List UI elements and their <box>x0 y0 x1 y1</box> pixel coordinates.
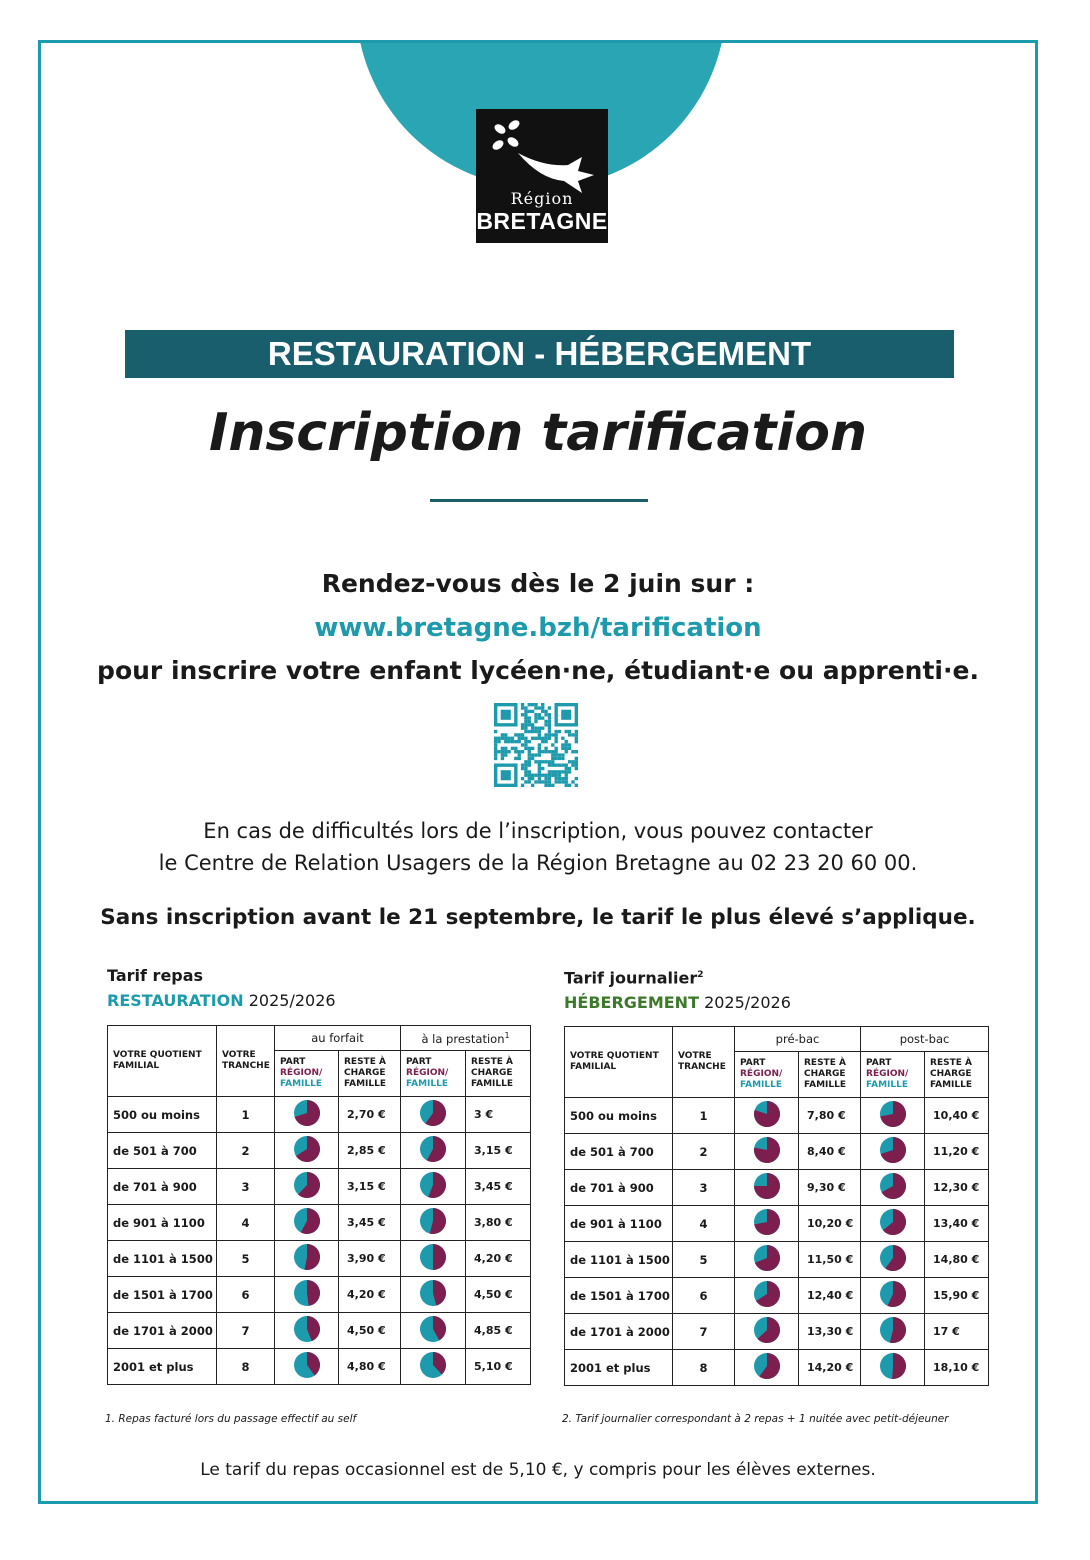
table-row <box>565 1242 989 1278</box>
reste-cell: 3,80 € <box>466 1205 531 1241</box>
table-row <box>108 1277 531 1313</box>
col-part-postbac: PART RÉGION/ FAMILLE <box>861 1052 925 1098</box>
reste-cell: 12,40 € <box>799 1278 861 1314</box>
table-row <box>108 1097 531 1133</box>
part-cell <box>861 1206 925 1242</box>
qf-cell: 2001 et plus <box>108 1349 217 1385</box>
part-cell <box>735 1278 799 1314</box>
share-pie-icon <box>292 1242 322 1272</box>
reste-cell: 2,70 € <box>339 1097 401 1133</box>
pie-region-slice <box>307 1280 320 1306</box>
reste-cell: 3,45 € <box>339 1205 401 1241</box>
part-cell <box>401 1133 466 1169</box>
col-qf: VOTRE QUOTIENT FAMILIAL <box>108 1026 217 1097</box>
share-pie-icon <box>878 1207 908 1237</box>
qf-cell: de 701 à 900 <box>108 1169 217 1205</box>
reste-cell: 18,10 € <box>925 1350 989 1386</box>
inscription-text: pour inscrire votre enfant lycéen·ne, étudiant·e ou apprenti·e. <box>97 656 979 685</box>
part-cell <box>735 1134 799 1170</box>
share-pie-icon <box>752 1351 782 1381</box>
reste-cell: 13,30 € <box>799 1314 861 1350</box>
reste-cell: 4,50 € <box>466 1277 531 1313</box>
qf-cell: 500 ou moins <box>565 1098 673 1134</box>
reste-cell: 2,85 € <box>339 1133 401 1169</box>
ermine-icon <box>484 115 600 193</box>
hebergement-year: 2025/2026 <box>698 993 791 1013</box>
part-cell <box>401 1349 466 1385</box>
pie-region-slice <box>892 1353 906 1379</box>
part-cell <box>401 1241 466 1277</box>
part-cell <box>401 1313 466 1349</box>
share-pie-icon <box>878 1279 908 1309</box>
tranche-cell: 3 <box>217 1169 275 1205</box>
restauration-year: 2025/2026 <box>243 991 336 1010</box>
share-pie-icon <box>292 1278 322 1308</box>
group-forfait: au forfait <box>275 1026 401 1051</box>
reste-cell: 9,30 € <box>799 1170 861 1206</box>
page-title: Inscription tarification <box>208 403 868 463</box>
deadline-warning: Sans inscription avant le 21 septembre, le tarif le plus élevé s’applique. <box>100 905 976 930</box>
table-row <box>108 1133 531 1169</box>
qf-cell: de 1501 à 1700 <box>565 1278 673 1314</box>
qf-cell: 2001 et plus <box>565 1350 673 1386</box>
part-cell <box>861 1098 925 1134</box>
qf-cell: de 1101 à 1500 <box>565 1242 673 1278</box>
share-pie-icon <box>752 1135 782 1165</box>
reste-cell: 15,90 € <box>925 1278 989 1314</box>
reste-cell: 12,30 € <box>925 1170 989 1206</box>
part-cell <box>401 1097 466 1133</box>
table-row <box>108 1349 531 1385</box>
col-part-prebac: PART RÉGION/ FAMILLE <box>735 1052 799 1098</box>
banner-title: RESTAURATION - HÉBERGEMENT <box>125 330 954 378</box>
table-row <box>565 1206 989 1242</box>
part-cell <box>275 1097 339 1133</box>
tarification-link[interactable]: www.bretagne.bzh/tarification <box>314 613 762 643</box>
tranche-cell: 4 <box>217 1205 275 1241</box>
qf-cell: de 501 à 700 <box>565 1134 673 1170</box>
reste-cell: 10,20 € <box>799 1206 861 1242</box>
col-qf: VOTRE QUOTIENT FAMILIAL <box>565 1027 673 1098</box>
share-pie-icon <box>418 1350 448 1380</box>
table-row <box>565 1314 989 1350</box>
qf-cell: de 1501 à 1700 <box>108 1277 217 1313</box>
reste-cell: 13,40 € <box>925 1206 989 1242</box>
logo-region: Région <box>510 189 574 208</box>
tranche-cell: 6 <box>673 1278 735 1314</box>
share-pie-icon <box>752 1315 782 1345</box>
share-pie-icon <box>878 1243 908 1273</box>
reste-cell: 10,40 € <box>925 1098 989 1134</box>
part-cell <box>401 1277 466 1313</box>
restauration-key: RESTAURATION <box>107 991 244 1010</box>
title-divider <box>430 499 648 502</box>
reste-cell: 7,80 € <box>799 1098 861 1134</box>
col-part-prestation: PART RÉGION/ FAMILLE <box>401 1051 466 1097</box>
part-cell <box>275 1169 339 1205</box>
table-row <box>108 1205 531 1241</box>
reste-cell: 3 € <box>466 1097 531 1133</box>
tranche-cell: 5 <box>673 1242 735 1278</box>
share-pie-icon <box>878 1315 908 1345</box>
restauration-table <box>107 1025 531 1385</box>
table-row <box>108 1313 531 1349</box>
part-cell <box>735 1242 799 1278</box>
reste-cell: 14,80 € <box>925 1242 989 1278</box>
tranche-cell: 3 <box>673 1170 735 1206</box>
part-cell <box>735 1170 799 1206</box>
table-row <box>565 1170 989 1206</box>
tranche-cell: 2 <box>673 1134 735 1170</box>
part-cell <box>275 1205 339 1241</box>
table-row <box>565 1134 989 1170</box>
share-pie-icon <box>878 1135 908 1165</box>
qf-cell: de 501 à 700 <box>108 1133 217 1169</box>
tranche-cell: 8 <box>673 1350 735 1386</box>
tranche-cell: 7 <box>217 1313 275 1349</box>
share-pie-icon <box>752 1207 782 1237</box>
qf-cell: de 1701 à 2000 <box>108 1313 217 1349</box>
difficulty-line-2: le Centre de Relation Usagers de la Région Bretagne au 02 23 20 60 00. <box>158 851 918 875</box>
hebergement-table <box>564 1026 989 1386</box>
part-cell <box>275 1133 339 1169</box>
part-cell <box>401 1169 466 1205</box>
reste-cell: 3,15 € <box>466 1133 531 1169</box>
share-pie-icon <box>418 1314 448 1344</box>
restauration-heading <box>107 963 336 1013</box>
reste-cell: 4,85 € <box>466 1313 531 1349</box>
qf-cell: de 1701 à 2000 <box>565 1314 673 1350</box>
reste-cell: 3,15 € <box>339 1169 401 1205</box>
occasional-meal-note: Le tarif du repas occasionnel est de 5,10 €, y compris pour les élèves externes. <box>200 1460 876 1480</box>
reste-cell: 4,50 € <box>339 1313 401 1349</box>
poster-frame <box>38 40 1038 1504</box>
part-cell <box>861 1314 925 1350</box>
qf-cell: de 1101 à 1500 <box>108 1241 217 1277</box>
share-pie-icon <box>292 1350 322 1380</box>
share-pie-icon <box>418 1134 448 1164</box>
reste-cell: 14,20 € <box>799 1350 861 1386</box>
qf-cell: de 901 à 1100 <box>108 1205 217 1241</box>
share-pie-icon <box>418 1098 448 1128</box>
reste-cell: 17 € <box>925 1314 989 1350</box>
col-tranche: VOTRE TRANCHE <box>673 1027 735 1098</box>
col-part-forfait: PART RÉGION/ FAMILLE <box>275 1051 339 1097</box>
table-row <box>565 1278 989 1314</box>
reste-cell: 11,20 € <box>925 1134 989 1170</box>
share-pie-icon <box>292 1098 322 1128</box>
share-pie-icon <box>292 1206 322 1236</box>
part-cell <box>861 1350 925 1386</box>
reste-cell: 4,20 € <box>466 1241 531 1277</box>
reste-cell: 3,90 € <box>339 1241 401 1277</box>
share-pie-icon <box>292 1170 322 1200</box>
reste-cell: 3,45 € <box>466 1169 531 1205</box>
hebergement-key: HÉBERGEMENT <box>564 993 699 1013</box>
difficulty-line-1: En cas de difficultés lors de l’inscription, vous pouvez contacter <box>203 819 873 843</box>
col-reste-prebac: RESTE À CHARGE FAMILLE <box>799 1052 861 1098</box>
part-cell <box>735 1350 799 1386</box>
group-prestation: à la prestation$^1$ <box>401 1026 531 1051</box>
qr-code[interactable] <box>494 703 578 787</box>
share-pie-icon <box>878 1099 908 1129</box>
part-cell <box>735 1206 799 1242</box>
tranche-cell: 5 <box>217 1241 275 1277</box>
region-bretagne-logo <box>476 109 608 243</box>
reste-cell: 11,50 € <box>799 1242 861 1278</box>
tranche-cell: 6 <box>217 1277 275 1313</box>
logo-bretagne: BRETAGNE <box>476 208 608 234</box>
qf-cell: 500 ou moins <box>108 1097 217 1133</box>
rdv-text: Rendez-vous dès le 2 juin sur : <box>321 569 755 598</box>
share-pie-icon <box>878 1171 908 1201</box>
reste-cell: 4,80 € <box>339 1349 401 1385</box>
table-row <box>108 1241 531 1277</box>
part-cell <box>861 1278 925 1314</box>
part-cell <box>861 1134 925 1170</box>
share-pie-icon <box>418 1242 448 1272</box>
qf-cell: de 901 à 1100 <box>565 1206 673 1242</box>
share-pie-icon <box>752 1099 782 1129</box>
part-cell <box>735 1098 799 1134</box>
tranche-cell: 1 <box>217 1097 275 1133</box>
share-pie-icon <box>292 1314 322 1344</box>
reste-cell: 4,20 € <box>339 1277 401 1313</box>
group-prebac: pré-bac <box>735 1027 861 1052</box>
reste-cell: 5,10 € <box>466 1349 531 1385</box>
part-cell <box>275 1277 339 1313</box>
share-pie-icon <box>418 1278 448 1308</box>
col-reste-prestation: RESTE À CHARGE FAMILLE <box>466 1051 531 1097</box>
group-postbac: post-bac <box>861 1027 989 1052</box>
part-cell <box>275 1241 339 1277</box>
col-reste-forfait: RESTE À CHARGE FAMILLE <box>339 1051 401 1097</box>
restauration-label: Tarif repas <box>107 966 204 985</box>
share-pie-icon <box>752 1243 782 1273</box>
tranche-cell: 1 <box>673 1098 735 1134</box>
share-pie-icon <box>878 1351 908 1381</box>
hebergement-label: Tarif journalier <box>564 968 698 988</box>
qf-cell: de 701 à 900 <box>565 1170 673 1206</box>
part-cell <box>861 1170 925 1206</box>
share-pie-icon <box>752 1279 782 1309</box>
part-cell <box>275 1349 339 1385</box>
part-cell <box>275 1313 339 1349</box>
tranche-cell: 2 <box>217 1133 275 1169</box>
share-pie-icon <box>292 1134 322 1164</box>
tranche-cell: 8 <box>217 1349 275 1385</box>
share-pie-icon <box>418 1206 448 1236</box>
table-row <box>565 1350 989 1386</box>
restauration-footnote: 1. Repas facturé lors du passage effectif au self <box>105 1413 357 1425</box>
reste-cell: 8,40 € <box>799 1134 861 1170</box>
hebergement-footnote: 2. Tarif journalier correspondant à 2 repas + 1 nuitée avec petit-déjeuner <box>562 1413 949 1425</box>
table-row <box>108 1169 531 1205</box>
part-cell <box>735 1314 799 1350</box>
tranche-cell: 4 <box>673 1206 735 1242</box>
hebergement-heading: Tarif journalier$^2$ HÉBERGEMENT 2025/2026 <box>564 968 791 1013</box>
pie-region-slice <box>433 1244 446 1270</box>
col-tranche: VOTRE TRANCHE <box>217 1026 275 1097</box>
col-reste-postbac: RESTE À CHARGE FAMILLE <box>925 1052 989 1098</box>
tranche-cell: 7 <box>673 1314 735 1350</box>
share-pie-icon <box>752 1171 782 1201</box>
part-cell <box>401 1205 466 1241</box>
table-row <box>565 1098 989 1134</box>
share-pie-icon <box>418 1170 448 1200</box>
part-cell <box>861 1242 925 1278</box>
